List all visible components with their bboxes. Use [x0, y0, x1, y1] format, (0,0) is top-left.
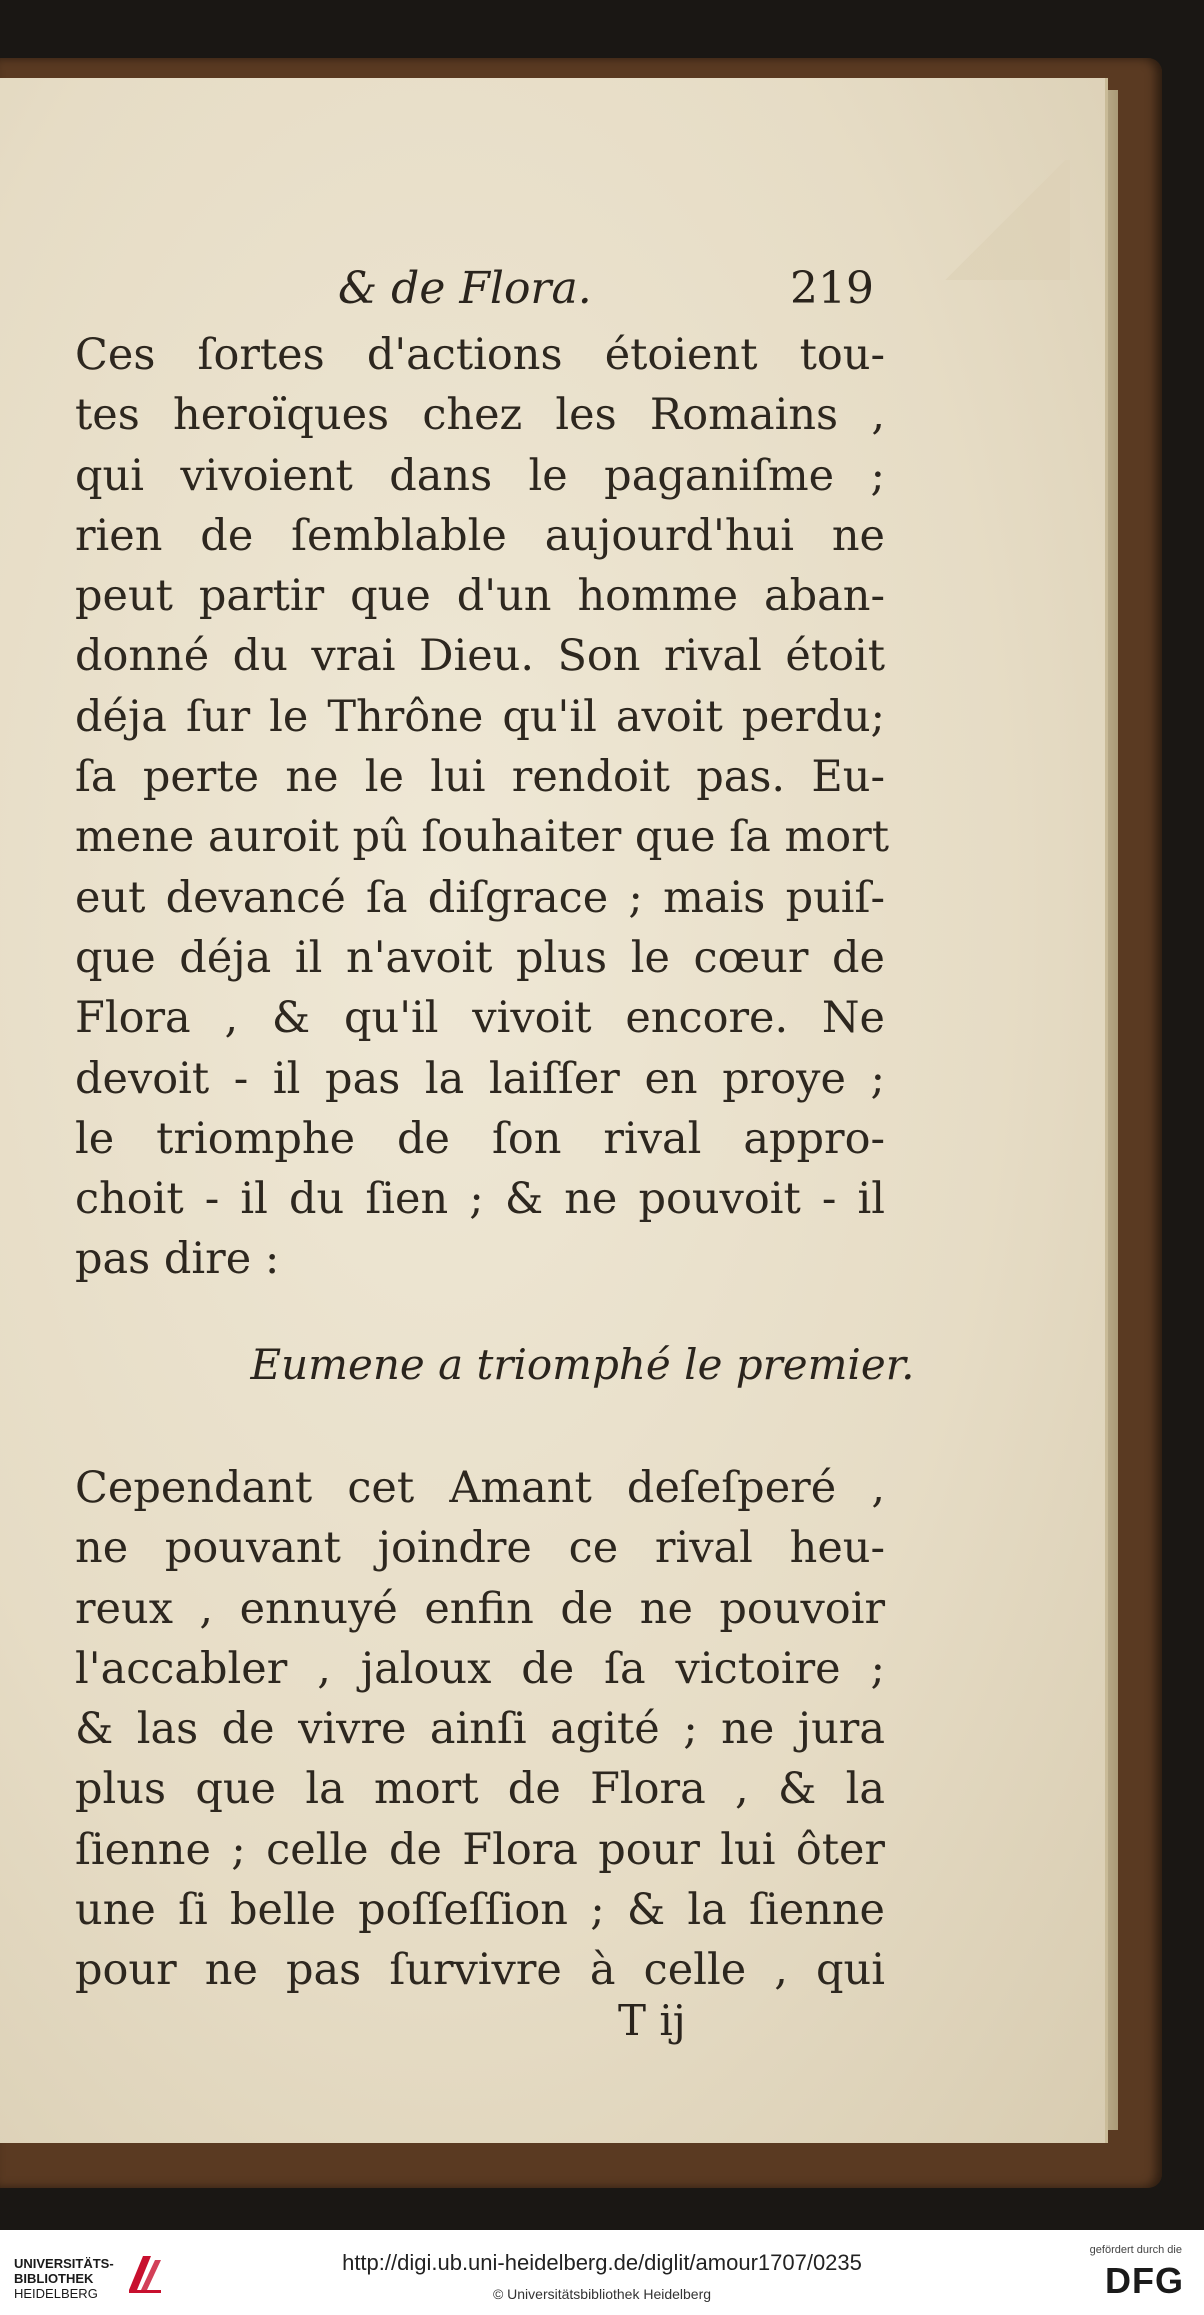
page-number: 219	[790, 263, 874, 314]
text-line: devoit - il pas la laiſſer en proye ;	[75, 1053, 885, 1104]
text-line: reux , ennuyé enfin de ne pouvoir	[75, 1583, 885, 1634]
text-line: Flora , & qu'il vivoit encore. Ne	[75, 993, 885, 1044]
library-name-line: HEIDELBERG	[14, 2286, 98, 2301]
text-line: l'accabler , jaloux de ſa victoire ;	[75, 1643, 885, 1694]
text-line: plus que la mort de Flora , & la	[75, 1764, 885, 1815]
copyright-notice: © Universitätsbibliothek Heidelberg	[492, 2286, 712, 2302]
signature-mark: T ij	[618, 1996, 686, 2045]
text-line: le triomphe de ſon rival appro-	[75, 1113, 885, 1164]
text-line: pas dire :	[75, 1234, 280, 1285]
text-line: Cependant cet Amant deſeſperé ,	[75, 1463, 885, 1513]
library-name-line: UNIVERSITÄTS-	[14, 2256, 114, 2271]
text-line: une ſi belle poſſeſſion ; & la ſienne	[75, 1885, 885, 1936]
text-line: choit - il du ſien ; & ne pouvoit - il	[75, 1174, 885, 1225]
library-name-line: BIBLIOTHEK	[14, 2271, 94, 2286]
text-line: ſienne ; celle de Flora pour lui ôter	[75, 1824, 885, 1875]
dfg-logo[interactable]: DFG	[1105, 2260, 1184, 2301]
text-line: peut partir que d'un homme aban-	[75, 571, 885, 622]
text-line: donné du vrai Dieu. Son rival étoit	[75, 631, 885, 682]
text-line: ſa perte ne le lui rendoit pas. Eu-	[75, 752, 885, 803]
paragraph-1	[75, 325, 889, 1290]
page-corner-fold	[940, 160, 1070, 280]
text-line: tes heroïques chez les Romains ,	[75, 390, 885, 441]
text-line: qui vivoient dans le paganiſme ;	[75, 450, 885, 501]
text-line: eut devancé ſa diſgrace ; mais puiſ-	[75, 872, 885, 923]
book-page	[0, 78, 1108, 2143]
funding-note: gefördert durch die	[1089, 2244, 1182, 2256]
text-line: rien de ſemblable aujourd'hui ne	[75, 510, 885, 561]
text-line: mene auroit pû ſouhaiter que ſa mort	[75, 812, 889, 863]
text-line: pour ne pas ſurvivre à celle , qui	[75, 1945, 885, 1996]
page-header	[0, 263, 1105, 323]
running-title: & de Flora.	[338, 263, 592, 314]
text-line: ne pouvant joindre ce rival heu-	[75, 1523, 885, 1574]
viewer-footer	[0, 2230, 1204, 2315]
text-line: Ces ſortes d'actions étoient tou-	[75, 330, 885, 380]
text-line: déja ſur le Thrône qu'il avoit perdu;	[75, 691, 885, 742]
section-heading: Eumene a triomphé le premier.	[250, 1340, 915, 1389]
permalink-url[interactable]: http://digi.ub.uni-heidelberg.de/diglit/amour1707/0235	[342, 2250, 862, 2275]
text-line: & las de vivre ainſi agité ; ne jura	[75, 1704, 885, 1755]
text-line: que déja il n'avoit plus le cœur de	[75, 932, 885, 983]
paragraph-2	[75, 1458, 885, 2001]
